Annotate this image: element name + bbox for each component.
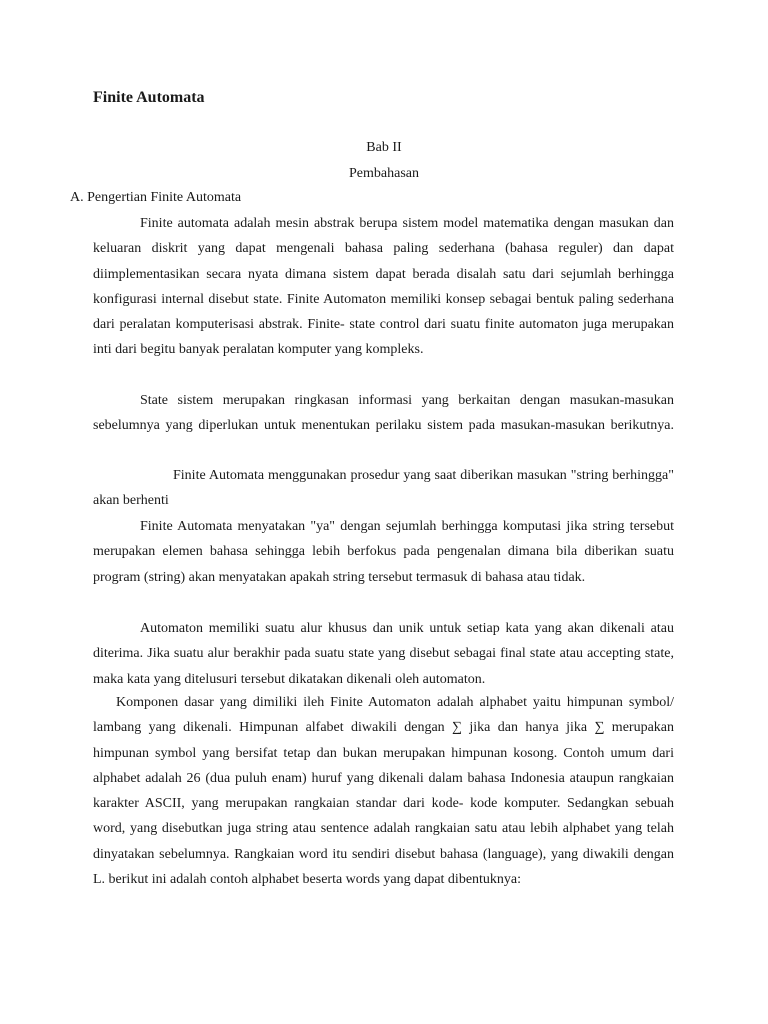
chapter-heading: Bab II: [366, 140, 402, 155]
paragraph-1: Finite automata adalah mesin abstrak berupa sistem model matematika dengan masukan dan keluaran diskrit yang dapat mengenali bahasa paling sederhana (bahasa reguler) dan dapat diimplementasikan secara nyata dimana sistem dapat berada disalah satu dari sejumlah berhingga konfigurasi internal disebut state. Finite Automaton memiliki konsep sebagai bentuk paling sederhana dari peralatan komputerisasi abstrak. Finite- state control dari suatu finite automaton juga merupakan inti dari begitu banyak peralatan komputer yang kompleks.: [93, 216, 674, 358]
paragraph-3: Finite Automata menggunakan prosedur yang saat diberikan masukan "string berhingga" akan berhenti: [93, 468, 674, 509]
chapter-subtitle: Pembahasan: [349, 166, 419, 181]
paragraph-4: Finite Automata menyatakan "ya" dengan sejumlah berhingga komputasi jika string tersebut merupakan elemen bahasa sehingga lebih berfokus pada pengenalan dimana bila diberikan suatu program (string) akan menyatakan apakah string tersebut termasuk di bahasa atau tidak.: [93, 519, 674, 585]
paragraph-2: State sistem merupakan ringkasan informasi yang berkaitan dengan masukan-masukan sebelumnya yang diperlukan untuk menentukan perilaku sistem pada masukan-masukan berikutnya.: [93, 393, 674, 434]
section-heading: A. Pengertian Finite Automata: [70, 190, 242, 205]
paragraph-5: Automaton memiliki suatu alur khusus dan unik untuk setiap kata yang akan dikenali atau diterima. Jika suatu alur berakhir pada suatu state yang disebut sebagai final state atau accepting state, maka kata yang ditelusuri tersebut dikatakan dikenali oleh automaton.: [93, 621, 674, 687]
paragraph-6: Komponen dasar yang dimiliki ileh Finite Automaton adalah alphabet yaitu himpunan symbol/ lambang yang dikenali. Himpunan alfabet diwakili dengan ∑ jika dan hanya jika ∑ merupakan himpunan symbol yang bersifat tetap dan bukan merupakan himpunan kosong. Contoh umum dari alphabet adalah 26 (dua puluh enam) huruf yang dikenali dalam bahasa Indonesia ataupun rangkaian karakter ASCII, yang merupakan rangkaian standar dari kode- kode komputer. Sedangkan sebuah word, yang disebutkan juga string atau sentence adalah rangkaian satu atau lebih alphabet yang telah dinyatakan sebelumnya. Rangkaian word itu sendiri disebut bahasa (language), yang diwakili dengan L. berikut ini adalah contoh alphabet beserta words yang dapat dibentuknya:: [93, 695, 674, 888]
document-title: Finite Automata: [93, 89, 205, 106]
